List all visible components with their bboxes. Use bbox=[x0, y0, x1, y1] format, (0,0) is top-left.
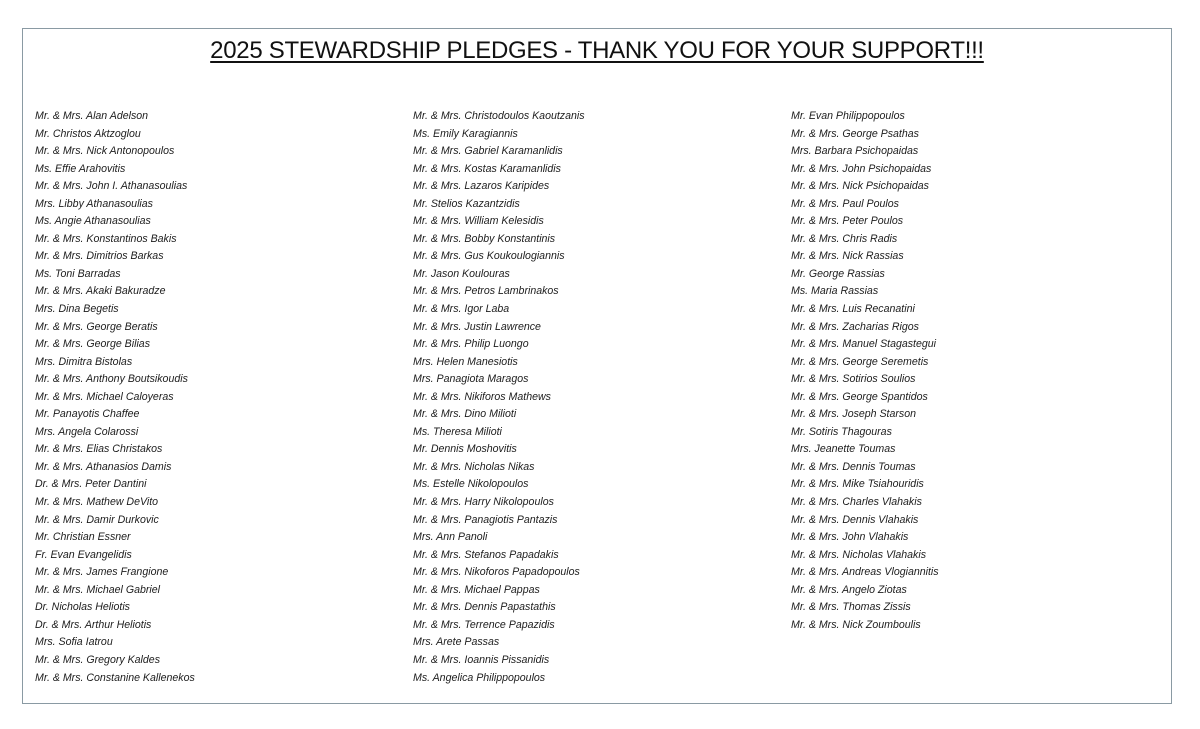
donor-name: Mr. & Mrs. Dennis Toumas bbox=[791, 460, 916, 473]
donor-name: Dr. Nicholas Heliotis bbox=[35, 601, 130, 614]
donor-column-3 bbox=[791, 108, 939, 634]
donor-name: Mr. Christos Aktzoglou bbox=[35, 127, 141, 140]
donor-name: Mr. & Mrs. Nick Rassias bbox=[791, 250, 904, 263]
donor-name: Mr. & Mrs. Anthony Boutsikoudis bbox=[35, 373, 188, 386]
donor-name: Mr. & Mrs. Dennis Papastathis bbox=[413, 601, 556, 614]
donor-name: Ms. Estelle Nikolopoulos bbox=[413, 478, 529, 491]
donor-name: Mr. & Mrs. Charles Vlahakis bbox=[791, 496, 922, 509]
donor-name: Mr. & Mrs. Nick Zoumboulis bbox=[791, 618, 921, 631]
donor-name: Mr. & Mrs. George Beratis bbox=[35, 320, 158, 333]
donor-name: Mr. & Mrs. Luis Recanatini bbox=[791, 303, 915, 316]
donor-name: Mr. Panayotis Chaffee bbox=[35, 408, 140, 421]
donor-name: Mr. & Mrs. James Frangione bbox=[35, 566, 169, 579]
donor-name: Mr. & Mrs. Michael Gabriel bbox=[35, 583, 160, 596]
donor-name: Mr. & Mrs. Dennis Vlahakis bbox=[791, 513, 919, 526]
donor-column-1 bbox=[35, 108, 195, 687]
donor-name: Mr. & Mrs. Mike Tsiahouridis bbox=[791, 478, 924, 491]
donor-name: Ms. Effie Arahovitis bbox=[35, 162, 126, 175]
donor-name: Mr. & Mrs. Andreas Vlogiannitis bbox=[791, 566, 939, 579]
donor-name: Mr. & Mrs. Konstantinos Bakis bbox=[35, 232, 177, 245]
donor-name: Mr. & Mrs. Nick Psichopaidas bbox=[791, 180, 929, 193]
donor-name: Mr. & Mrs. Mathew DeVito bbox=[35, 496, 159, 509]
donor-name: Mr. Stelios Kazantzidis bbox=[413, 197, 520, 210]
donor-name: Mr. & Mrs. Christodoulos Kaoutzanis bbox=[413, 110, 585, 122]
donor-name: Dr. & Mrs. Peter Dantini bbox=[35, 478, 147, 491]
donor-name: Mr. & Mrs. Joseph Starson bbox=[791, 408, 917, 421]
donor-name: Mr. & Mrs. Angelo Ziotas bbox=[791, 583, 907, 596]
donor-name: Mr. & Mrs. Philip Luongo bbox=[413, 338, 529, 351]
donor-name: Mr. & Mrs. Zacharias Rigos bbox=[791, 320, 919, 333]
donor-name: Mr. & Mrs. Constanine Kallenekos bbox=[35, 671, 195, 684]
donor-name: Mr. Christian Essner bbox=[35, 531, 131, 544]
donor-name: Mr. Jason Koulouras bbox=[413, 267, 510, 280]
donor-name: Mr. & Mrs. Kostas Karamanlidis bbox=[413, 162, 561, 175]
donor-name: Mr. & Mrs. Sotirios Soulios bbox=[791, 373, 916, 386]
donor-name: Ms. Angelica Philippopoulos bbox=[413, 671, 546, 684]
donor-name: Mr. & Mrs. William Kelesidis bbox=[413, 215, 544, 228]
donor-name: Mr. George Rassias bbox=[791, 267, 885, 280]
donor-name: Ms. Emily Karagiannis bbox=[413, 127, 518, 140]
donor-name: Dr. & Mrs. Arthur Heliotis bbox=[35, 618, 152, 631]
document-frame bbox=[22, 28, 1172, 704]
donor-name: Mr. & Mrs. Terrence Papazidis bbox=[413, 618, 555, 631]
donor-name: Mr. & Mrs. Thomas Zissis bbox=[791, 601, 911, 614]
donor-name: Mr. & Mrs. George Spantidos bbox=[791, 390, 928, 403]
donor-name: Mr. & Mrs. Nicholas Vlahakis bbox=[791, 548, 927, 561]
donor-name: Mrs. Helen Manesiotis bbox=[413, 355, 518, 368]
donor-name: Mrs. Sofia Iatrou bbox=[35, 636, 113, 649]
donor-column-2 bbox=[413, 108, 585, 687]
donor-name: Mrs. Libby Athanasoulias bbox=[35, 197, 153, 210]
donor-name: Mr. & Mrs. George Bilias bbox=[35, 338, 150, 351]
donor-name: Mrs. Arete Passas bbox=[413, 636, 500, 649]
donor-name: Mr. & Mrs. Justin Lawrence bbox=[413, 320, 541, 333]
donor-name: Mrs. Jeanette Toumas bbox=[791, 443, 896, 456]
donor-name: Ms. Toni Barradas bbox=[35, 267, 121, 280]
donor-name: Mr. & Mrs. Petros Lambrinakos bbox=[413, 285, 559, 298]
donor-name: Mr. & Mrs. Stefanos Papadakis bbox=[413, 548, 559, 561]
donor-name: Ms. Maria Rassias bbox=[791, 285, 879, 298]
donor-name: Mrs. Panagiota Maragos bbox=[413, 373, 529, 386]
donor-name: Ms. Angie Athanasoulias bbox=[35, 215, 151, 228]
donor-name: Mr. & Mrs. Nikiforos Mathews bbox=[413, 390, 551, 403]
donor-name: Mr. & Mrs. Igor Laba bbox=[413, 303, 510, 316]
donor-name: Mr. & Mrs. Manuel Stagastegui bbox=[791, 338, 937, 351]
donor-name: Mr. & Mrs. Panagiotis Pantazis bbox=[413, 513, 558, 526]
donor-name: Mr. & Mrs. Dimitrios Barkas bbox=[35, 250, 164, 263]
donor-name: Mr. & Mrs. Ioannis Pissanidis bbox=[413, 653, 550, 666]
donor-name: Mr. & Mrs. Gregory Kaldes bbox=[35, 653, 160, 666]
donor-name: Mr. Sotiris Thagouras bbox=[791, 425, 892, 438]
donor-name: Mrs. Dina Begetis bbox=[35, 303, 119, 316]
donor-name: Mr. & Mrs. Michael Caloyeras bbox=[35, 390, 174, 403]
donor-name: Mr. & Mrs. Chris Radis bbox=[791, 232, 898, 245]
donor-name: Mr. & Mrs. George Psathas bbox=[791, 127, 919, 140]
donor-name: Mrs. Dimitra Bistolas bbox=[35, 355, 133, 368]
donor-name: Mr. & Mrs. Gabriel Karamanlidis bbox=[413, 145, 563, 158]
donor-name: Mr. & Mrs. Bobby Konstantinis bbox=[413, 232, 556, 245]
donor-name: Mr. & Mrs. Damir Durkovic bbox=[35, 513, 159, 526]
donor-name: Mr. & Mrs. Nikoforos Papadopoulos bbox=[413, 566, 580, 579]
donor-name: Mr. Evan Philippopoulos bbox=[791, 110, 905, 122]
donor-name: Mr. & Mrs. Alan Adelson bbox=[35, 110, 149, 122]
donor-name: Mrs. Barbara Psichopaidas bbox=[791, 145, 919, 158]
donor-name: Mr. & Mrs. Elias Christakos bbox=[35, 443, 163, 456]
donor-name: Mr. & Mrs. Lazaros Karipides bbox=[413, 180, 550, 193]
donor-name: Mr. & Mrs. Dino Milioti bbox=[413, 408, 517, 421]
donor-name: Mr. & Mrs. Paul Poulos bbox=[791, 197, 899, 210]
donor-name: Mrs. Angela Colarossi bbox=[35, 425, 139, 438]
donor-name: Mr. & Mrs. Peter Poulos bbox=[791, 215, 904, 228]
page-title: 2025 STEWARDSHIP PLEDGES - THANK YOU FOR YOUR SUPPORT!!! bbox=[210, 37, 984, 64]
donor-name: Fr. Evan Evangelidis bbox=[35, 548, 132, 561]
donor-name: Mr. & Mrs. Nick Antonopoulos bbox=[35, 145, 175, 158]
donor-name: Mr. & Mrs. Michael Pappas bbox=[413, 583, 540, 596]
donor-name: Mr. & Mrs. Akaki Bakuradze bbox=[35, 285, 166, 298]
donor-name: Mr. & Mrs. George Seremetis bbox=[791, 355, 929, 368]
donor-name: Mr. & Mrs. Nicholas Nikas bbox=[413, 460, 535, 473]
donor-name: Mr. & Mrs. Harry Nikolopoulos bbox=[413, 496, 554, 509]
donor-name: Mrs. Ann Panoli bbox=[413, 531, 488, 544]
donor-name: Mr. & Mrs. John I. Athanasoulias bbox=[35, 180, 188, 193]
donor-name: Mr. & Mrs. John Psichopaidas bbox=[791, 162, 932, 175]
donor-name: Mr. & Mrs. Athanasios Damis bbox=[35, 460, 172, 473]
donor-name: Ms. Theresa Milioti bbox=[413, 425, 502, 438]
donor-name: Mr. & Mrs. Gus Koukoulogiannis bbox=[413, 250, 565, 263]
donor-name: Mr. Dennis Moshovitis bbox=[413, 443, 517, 456]
donor-name: Mr. & Mrs. John Vlahakis bbox=[791, 531, 909, 544]
